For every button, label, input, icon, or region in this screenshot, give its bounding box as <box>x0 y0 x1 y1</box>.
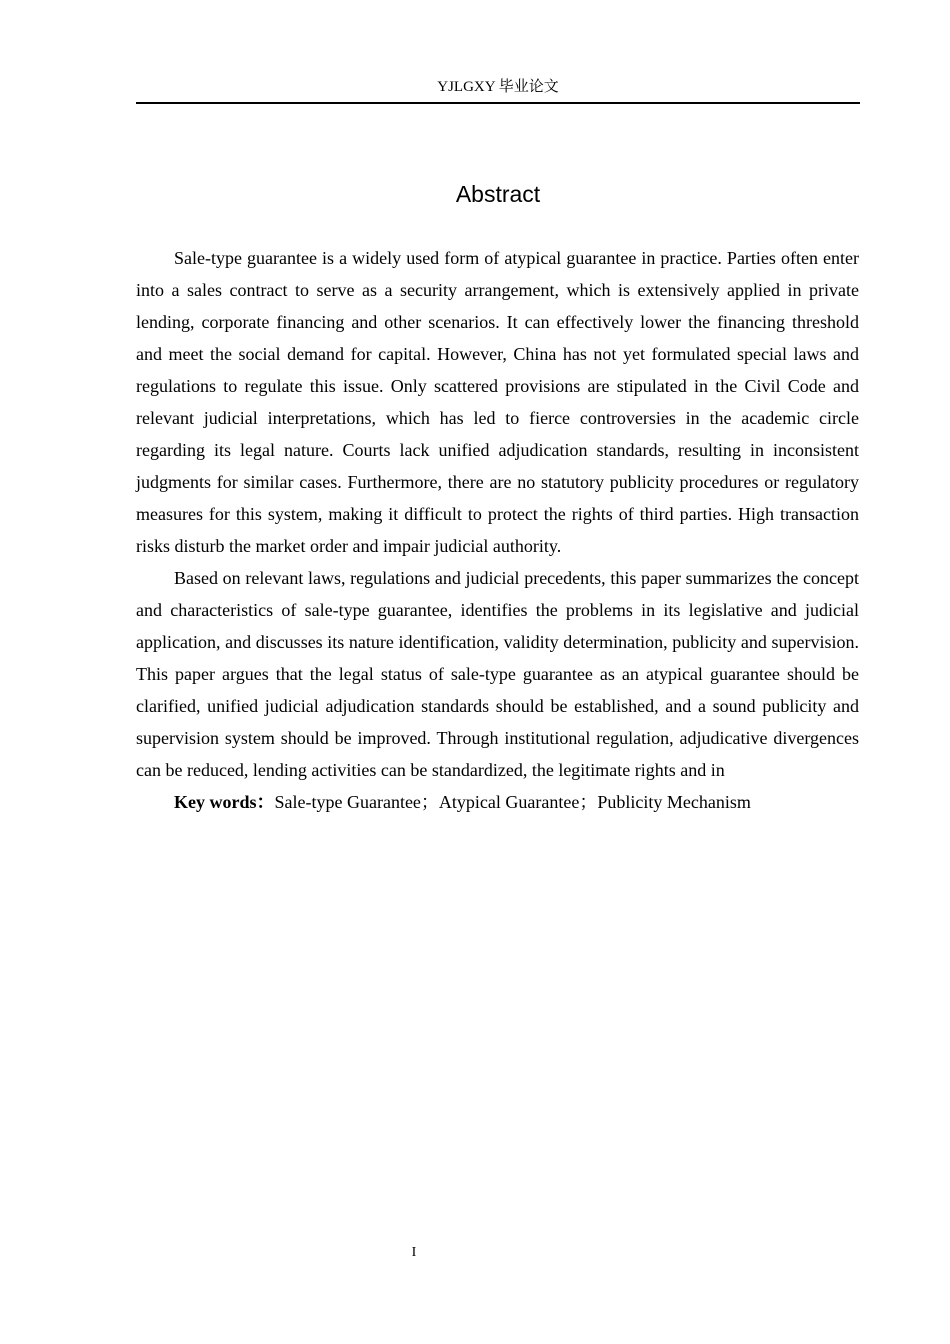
abstract-title: Abstract <box>455 181 541 207</box>
page-header: YJLGXY 毕业论文 <box>136 76 860 104</box>
abstract-body <box>136 242 859 818</box>
keywords-line <box>136 786 859 818</box>
abstract-paragraph-2: Based on relevant laws, regulations and judicial precedents, this paper summarizes the concept and characteristics of sale-type guarantee, identifies the problems in its legislative and judicial application, and discusses its nature identification, validity determination, publicity and supervision. This paper argues that the legal status of sale-type guarantee as an atypical guarantee should be clarified, unified judicial adjudication standards should be established, and a sound publicity and supervision system should be improved. Through institutional regulation, adjudicative divergences can be reduced, lending activities can be standardized, the legitimate rights and in <box>136 568 859 780</box>
page-number: I <box>411 1245 417 1260</box>
keywords-value: Sale-type Guarantee；Atypical Guarantee；Publicity Mechanism <box>274 792 751 812</box>
abstract-paragraph-1: Sale-type guarantee is a widely used form of atypical guarantee in practice. Parties often enter into a sales contract to serve as a security arrangement, which is extensively applied in private lending, corporate financing and other scenarios. It can effectively lower the financing threshold and meet the social demand for capital. However, China has not yet formulated special laws and regulations to regulate this issue. Only scattered provisions are stipulated in the Civil Code and relevant judicial interpretations, which has led to fierce controversies in the academic circle regarding its legal nature. Courts lack unified adjudication standards, resulting in inconsistent judgments for similar cases. Furthermore, there are no statutory publicity procedures or regulatory measures for this system, making it difficult to protect the rights of third parties. High transaction risks disturb the market order and impair judicial authority. <box>136 248 859 556</box>
keywords-label: Key words： <box>174 792 275 812</box>
